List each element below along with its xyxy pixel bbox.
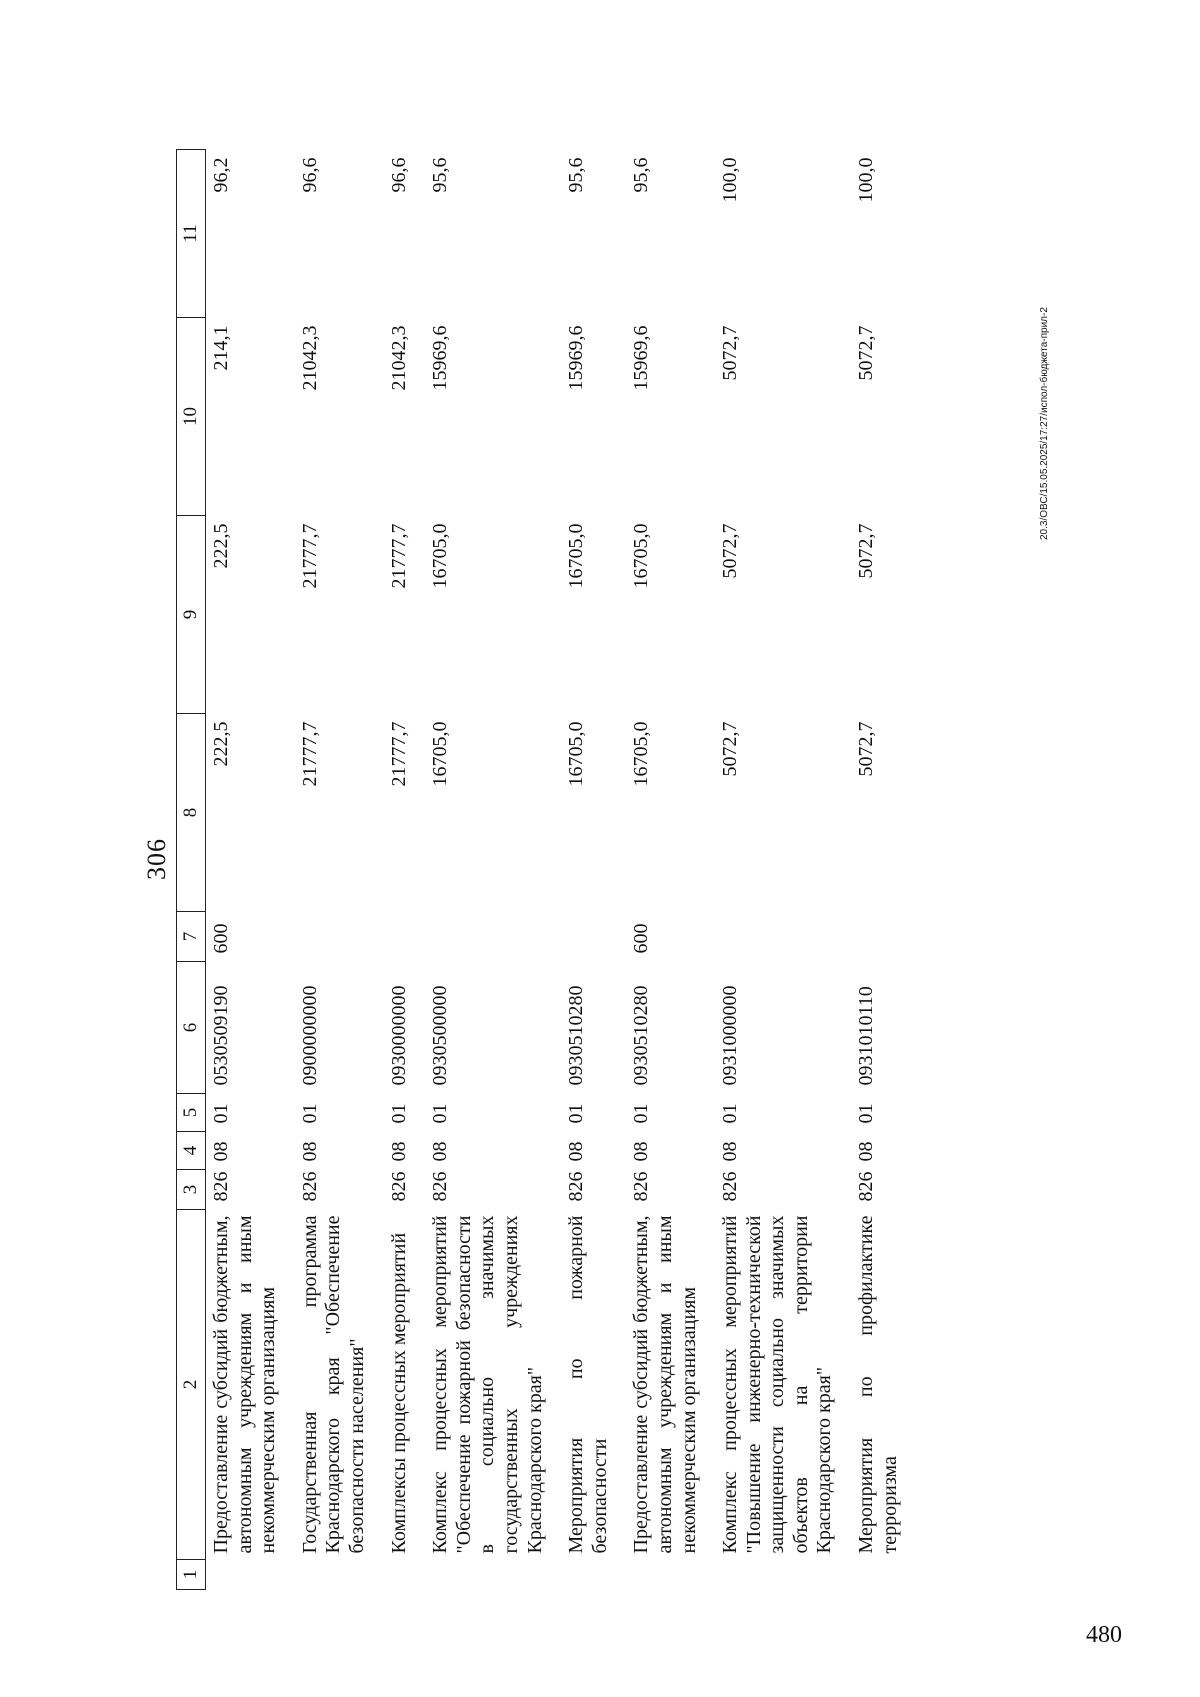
cell-ministry-code: 826 (429, 1171, 452, 1202)
cell-subsection: 01 (630, 1103, 653, 1124)
header-col-7: 7 (177, 912, 206, 962)
cell-subsection: 01 (387, 1103, 410, 1124)
cell-expense-type (384, 912, 426, 962)
cell-budget-list: 5072,7 (719, 523, 742, 579)
cell-target-article: 0930000000 (387, 985, 410, 1086)
header-col-3: 3 (177, 1170, 206, 1210)
table-row (851, 150, 916, 1590)
cell-approved: 5072,7 (719, 721, 742, 777)
cell-expense-type (561, 912, 626, 962)
cell-percent: 96,6 (298, 157, 321, 193)
page-number-bottom: 480 (1086, 1622, 1122, 1648)
table-row (626, 150, 715, 1590)
cell-name: Мероприятия по профилактике терроризма (855, 1215, 901, 1554)
budget-execution-table (176, 149, 916, 1590)
cell-name: Предоставление субсидий бюджетным, автономным учреждениям и иным некоммерческим организациям (630, 1215, 700, 1554)
cell-section: 08 (429, 1141, 452, 1162)
table-row (206, 150, 295, 1590)
cell-budget-list: 16705,0 (630, 523, 653, 589)
cell-executed: 5072,7 (855, 325, 878, 381)
cell-approved: 16705,0 (429, 721, 452, 787)
cell-approved: 16705,0 (630, 721, 653, 787)
cell-expense-type (851, 912, 916, 962)
cell-subsection: 01 (855, 1103, 878, 1124)
cell-subsection: 01 (565, 1103, 588, 1124)
cell-percent: 95,6 (630, 157, 653, 193)
cell-approved: 16705,0 (565, 721, 588, 787)
header-col-5: 5 (177, 1094, 206, 1132)
cell-percent: 95,6 (565, 157, 588, 193)
cell-ministry-code: 826 (210, 1171, 232, 1202)
cell-target-article: 0931010110 (855, 986, 878, 1086)
cell-expense-type (715, 912, 851, 962)
cell-approved: 21777,7 (298, 721, 321, 787)
table-row (384, 150, 426, 1590)
cell-executed: 15969,6 (630, 325, 653, 391)
cell-executed: 15969,6 (429, 325, 452, 391)
header-col-10: 10 (177, 318, 206, 516)
footer-stamp: 20.3/ОВС/15.05.2025/17:27/испол-бюджета-прил-2 (1039, 307, 1050, 540)
cell-section: 08 (630, 1141, 653, 1162)
header-col-1: 1 (177, 1560, 206, 1590)
table-body (206, 150, 917, 1590)
cell-ministry-code: 826 (298, 1171, 321, 1202)
cell-expense-type (295, 912, 384, 962)
cell-section: 08 (210, 1141, 232, 1162)
cell-ministry-code: 826 (855, 1171, 878, 1202)
cell-budget-list: 16705,0 (429, 523, 452, 589)
cell-subsection: 01 (719, 1103, 742, 1124)
header-col-11: 11 (177, 150, 206, 318)
cell-target-article: 0930510280 (630, 985, 653, 1086)
cell-name: Комплекс процессных мероприятий "Повышение инженерно-технической защищенности социально значимых объектов на территории Краснодарского края" (719, 1215, 836, 1554)
header-col-6: 6 (177, 962, 206, 1094)
page-number-top: 306 (142, 838, 171, 880)
cell-empty (561, 1560, 626, 1590)
cell-section: 08 (565, 1141, 588, 1162)
cell-ministry-code: 826 (387, 1171, 410, 1202)
cell-name: Мероприятия по пожарной безопасности (565, 1215, 611, 1554)
cell-percent: 100,0 (855, 157, 878, 203)
cell-budget-list: 222,5 (210, 523, 232, 569)
table-row (715, 150, 851, 1590)
cell-budget-list: 21777,7 (298, 523, 321, 589)
cell-approved: 21777,7 (387, 721, 410, 787)
cell-empty (206, 1560, 295, 1590)
cell-executed: 21042,3 (387, 325, 410, 391)
cell-ministry-code: 826 (719, 1171, 742, 1202)
cell-empty (715, 1560, 851, 1590)
header-col-4: 4 (177, 1132, 206, 1170)
cell-name: Комплексы процессных мероприятий (387, 1232, 410, 1554)
rotated-page-sheet (134, 70, 1054, 1630)
header-col-2: 2 (177, 1210, 206, 1560)
cell-percent: 96,2 (210, 157, 232, 193)
cell-target-article: 0930500000 (429, 985, 452, 1086)
cell-executed: 21042,3 (298, 325, 321, 391)
cell-percent: 95,6 (429, 157, 452, 193)
cell-section: 08 (298, 1141, 321, 1162)
cell-target-article: 0930510280 (565, 985, 588, 1086)
cell-target-article: 0931000000 (719, 985, 742, 1086)
cell-budget-list: 21777,7 (387, 523, 410, 589)
table-header-row (177, 150, 206, 1590)
cell-ministry-code: 826 (630, 1171, 653, 1202)
cell-executed: 15969,6 (565, 325, 588, 391)
cell-name: Комплекс процессных мероприятий "Обеспечение пожарной безопасности в социально значимых государственных учреждениях Краснодарского края" (429, 1215, 546, 1554)
cell-budget-list: 16705,0 (565, 523, 588, 589)
cell-percent: 100,0 (719, 157, 742, 203)
cell-approved: 222,5 (210, 721, 232, 767)
cell-empty (425, 1560, 561, 1590)
cell-target-article: 0530509190 (210, 985, 232, 1086)
cell-name: Государственная программа Краснодарского края "Обеспечение безопасности населения" (298, 1215, 368, 1554)
header-col-8: 8 (177, 714, 206, 912)
cell-subsection: 01 (298, 1103, 321, 1124)
cell-section: 08 (855, 1141, 878, 1162)
cell-percent: 96,6 (387, 157, 410, 193)
cell-name: Предоставление субсидий бюджетным, автономным учреждениям и иным некоммерческим организациям (210, 1215, 280, 1554)
header-col-9: 9 (177, 516, 206, 714)
cell-ministry-code: 826 (565, 1171, 588, 1202)
cell-section: 08 (387, 1141, 410, 1162)
table-row (295, 150, 384, 1590)
table-row (561, 150, 626, 1590)
cell-empty (384, 1560, 426, 1590)
cell-empty (626, 1560, 715, 1590)
cell-executed: 214,1 (210, 325, 232, 371)
cell-target-article: 0900000000 (298, 985, 321, 1086)
cell-approved: 5072,7 (855, 721, 878, 777)
cell-subsection: 01 (429, 1103, 452, 1124)
cell-subsection: 01 (210, 1103, 232, 1124)
cell-expense-type: 600 (630, 923, 653, 954)
table-row (425, 150, 561, 1590)
cell-expense-type: 600 (210, 923, 232, 954)
cell-section: 08 (719, 1141, 742, 1162)
cell-executed: 5072,7 (719, 325, 742, 381)
cell-budget-list: 5072,7 (855, 523, 878, 579)
cell-empty (851, 1560, 916, 1590)
cell-expense-type (425, 912, 561, 962)
cell-empty (295, 1560, 384, 1590)
